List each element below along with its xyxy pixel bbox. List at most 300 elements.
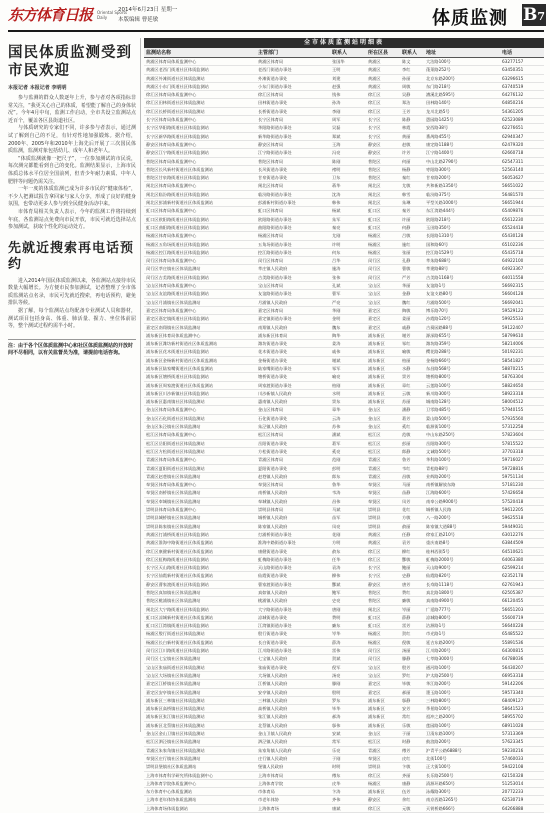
table-cell: 65102236 bbox=[500, 240, 544, 248]
table-row bbox=[144, 107, 544, 115]
table-cell: 祖冲之路200号 bbox=[424, 713, 500, 721]
table-cell: 薛静 bbox=[400, 613, 424, 621]
table-cell: 袁涛 bbox=[330, 564, 366, 572]
table-cell: 马斌 bbox=[330, 506, 366, 514]
table-row bbox=[144, 58, 544, 66]
table-cell: 喻亮 bbox=[330, 373, 366, 381]
table-cell: 宝山区 bbox=[366, 663, 400, 671]
table-cell: 宝山区 bbox=[366, 282, 400, 290]
table-cell: 卫东 bbox=[330, 174, 366, 182]
table-cell: 长宁区体育局体质监测中心 bbox=[144, 116, 256, 124]
table-cell: 韩雪 bbox=[400, 190, 424, 198]
table-header-row bbox=[144, 48, 544, 58]
table-row bbox=[144, 389, 544, 397]
logo-subtitle: Oriental Sports Daily bbox=[97, 9, 128, 20]
table-cell: 59529122 bbox=[500, 306, 544, 314]
table-cell: 岳阳路300号 bbox=[424, 439, 500, 447]
article-paragraph: 据了解，每个监测站点均配备专业测试人员和器材，测试项目包括身高、体重、肺活量、握力、坐位体前屈等，整个测试过程约需半小时。 bbox=[8, 308, 136, 330]
table-cell: 卫清东路100号 bbox=[424, 730, 500, 738]
table-cell: 傅东 bbox=[330, 771, 366, 779]
table-cell: 倪敏 bbox=[400, 638, 424, 646]
table-cell: 奚红 bbox=[400, 423, 424, 431]
table-cell: 章红 bbox=[400, 381, 424, 389]
table-cell: 63740519 bbox=[500, 82, 544, 90]
table-cell: 59449031 bbox=[500, 522, 544, 530]
table-cell: 卫零路485号 bbox=[424, 406, 500, 414]
table-row bbox=[144, 190, 544, 198]
station-table-area bbox=[144, 38, 544, 811]
table-cell: 62660718 bbox=[500, 149, 544, 157]
table-cell: 浦东新区体育局 bbox=[256, 331, 330, 339]
table-row bbox=[144, 356, 544, 364]
table-cell: 杨浦区体育局体质监测中心 bbox=[144, 232, 256, 240]
table-cell: 南桥镇解放东路 bbox=[424, 481, 500, 489]
table-cell: 静安区体育局体质监测中心 bbox=[144, 140, 256, 148]
table-cell: 范敏 bbox=[400, 431, 424, 439]
table-cell: 黄浦区 bbox=[366, 74, 400, 82]
column-header: 电话 bbox=[500, 48, 544, 58]
table-cell: 金静 bbox=[400, 290, 424, 298]
table-cell: 赵巷镇人民政府 bbox=[256, 472, 330, 480]
table-cell: 凤芳 bbox=[400, 497, 424, 505]
table-cell: 58799610 bbox=[500, 331, 544, 339]
table-cell: 毕华 bbox=[330, 705, 366, 713]
table-cell: 窦芳 bbox=[400, 373, 424, 381]
table-cell: 友谊支路80号 bbox=[424, 290, 500, 298]
table-row bbox=[144, 99, 544, 107]
table-cell: 56640228 bbox=[500, 622, 544, 630]
table-cell: 南京西路1265号 bbox=[424, 796, 500, 804]
table-cell: 56430207 bbox=[500, 663, 544, 671]
table-cell: 天山路900号 bbox=[424, 564, 500, 572]
table-cell: 花红 bbox=[400, 506, 424, 514]
table-cell: 何静 bbox=[400, 223, 424, 231]
table-cell: 62523089 bbox=[500, 116, 544, 124]
table-cell: 闵行区 bbox=[366, 655, 400, 663]
table-row bbox=[144, 282, 544, 290]
table-cell: 周家渡街道办事处 bbox=[256, 381, 330, 389]
table-cell: 松江区体育局 bbox=[256, 431, 330, 439]
table-cell: 57181230 bbox=[500, 481, 544, 489]
table-cell: 窦东 bbox=[330, 398, 366, 406]
table-cell: 天山路街道办事处 bbox=[256, 564, 330, 572]
table-cell: 63450351 bbox=[500, 66, 544, 74]
table-cell: 62150328 bbox=[500, 771, 544, 779]
table-cell: 63296615 bbox=[500, 74, 544, 82]
table-cell: 金山区体育局体质监测中心 bbox=[144, 406, 256, 414]
table-row bbox=[144, 340, 544, 348]
table-cell: 任静 bbox=[400, 530, 424, 538]
table-cell: 孔静 bbox=[400, 257, 424, 265]
table-cell: 冯亮 bbox=[330, 149, 366, 157]
table-cell: 浦东新区三林镇社区体质监测站 bbox=[144, 696, 256, 704]
table-row bbox=[144, 447, 544, 455]
table-cell: 静安区体育局 bbox=[256, 140, 330, 148]
table-cell: 周军 bbox=[330, 116, 366, 124]
table-cell: 62352178 bbox=[500, 572, 544, 580]
table-cell: 58870215 bbox=[500, 364, 544, 372]
table-row bbox=[144, 771, 544, 779]
table-cell: 汤丽 bbox=[400, 647, 424, 655]
table-cell: 俞东 bbox=[330, 547, 366, 555]
table-cell: 68409127 bbox=[500, 696, 544, 704]
table-cell: 葛军 bbox=[330, 439, 366, 447]
table-cell: 杨浦区控江路街道社区体质监测站 bbox=[144, 248, 256, 256]
table-cell: 魏红 bbox=[400, 298, 424, 306]
table-cell: 普陀区体育局体质监测中心 bbox=[144, 157, 256, 165]
table-cell: 长阳路1310号 bbox=[424, 232, 500, 240]
table-cell: 秦红 bbox=[400, 174, 424, 182]
table-row bbox=[144, 182, 544, 190]
table-cell: 浦东新区 bbox=[366, 696, 400, 704]
table-cell: 上海体育学院 bbox=[256, 779, 330, 787]
table-row bbox=[144, 713, 544, 721]
table-cell: 杨静 bbox=[400, 165, 424, 173]
table-cell: 严芳 bbox=[400, 273, 424, 281]
table-cell: 墨玉路100号 bbox=[424, 688, 500, 696]
table-row bbox=[144, 804, 544, 812]
table-cell: 64788036 bbox=[500, 655, 544, 663]
table-cell: 58541827 bbox=[500, 356, 544, 364]
table-row bbox=[144, 754, 544, 762]
table-cell: 庄行镇人民政府 bbox=[256, 754, 330, 762]
table-cell: 长寿路1118号 bbox=[424, 580, 500, 588]
table-cell: 何东 bbox=[330, 248, 366, 256]
table-cell: 陈静 bbox=[400, 116, 424, 124]
table-row bbox=[144, 671, 544, 679]
table-cell: 蓬莱路252号 bbox=[424, 66, 500, 74]
table-cell: 凤亮 bbox=[330, 522, 366, 530]
table-cell: 57460033 bbox=[500, 754, 544, 762]
table-cell: 苗军 bbox=[330, 514, 366, 522]
table-cell: 崇明县 bbox=[366, 522, 400, 530]
table-cell: 金山区石化街道社区体质监测站 bbox=[144, 414, 256, 422]
table-row bbox=[144, 157, 544, 165]
table-cell: 浦东新区金杨新村街道社区体质监测站 bbox=[144, 356, 256, 364]
table-cell: 50192231 bbox=[500, 348, 544, 356]
table-cell: 宝山区月浦镇社区体质监测站 bbox=[144, 298, 256, 306]
table-cell: 雷芳 bbox=[400, 622, 424, 630]
table-cell: 金山区金山卫镇社区体质监测站 bbox=[144, 730, 256, 738]
table-cell: 七莘路3000号 bbox=[424, 655, 500, 663]
table-cell: 浦东新区高桥镇社区体质监测站 bbox=[144, 705, 256, 713]
table-row bbox=[144, 149, 544, 157]
table-cell: 虹梅路街道办事处 bbox=[256, 555, 330, 563]
table-cell: 吴磊 bbox=[330, 124, 366, 132]
table-cell: 赵敏 bbox=[400, 140, 424, 148]
table-row bbox=[144, 746, 544, 754]
table-cell: 闵行区体育局 bbox=[256, 257, 330, 265]
table-row bbox=[144, 763, 544, 771]
table-cell: 潘斌 bbox=[330, 431, 366, 439]
table-cell: 康斌 bbox=[330, 804, 366, 812]
table-row bbox=[144, 124, 544, 132]
table-cell: 真如镇人民政府 bbox=[256, 589, 330, 597]
table-cell: 王海 bbox=[330, 140, 366, 148]
table-cell: 55891536 bbox=[500, 638, 544, 646]
table-row bbox=[144, 174, 544, 182]
table-cell: 邬静 bbox=[400, 696, 424, 704]
masthead bbox=[0, 0, 550, 32]
table-cell: 闵行区江川路街道社区体质监测站 bbox=[144, 647, 256, 655]
table-cell: 曹军 bbox=[330, 290, 366, 298]
table-row bbox=[144, 489, 544, 497]
table-cell: 57935560 bbox=[500, 414, 544, 422]
table-cell: 杨浦区 bbox=[366, 638, 400, 646]
table-row bbox=[144, 605, 544, 613]
table-cell: 控江路1529号 bbox=[424, 248, 500, 256]
table-cell: 谢芳 bbox=[400, 331, 424, 339]
table-cell: 姜涛 bbox=[330, 340, 366, 348]
article-byline: 本报记者 本报记者 李明明 bbox=[8, 85, 67, 91]
table-cell: 重庆南路8号 bbox=[424, 539, 500, 547]
table-cell: 华科路100号 bbox=[424, 456, 500, 464]
table-cell: 62761943 bbox=[500, 580, 544, 588]
table-cell: 仙霞街道办事处 bbox=[256, 572, 330, 580]
table-cell: 浦东新区 bbox=[366, 340, 400, 348]
table-cell: 陈家镇人民政府 bbox=[256, 522, 330, 530]
table-cell: 闵行区 bbox=[366, 273, 400, 281]
table-cell: 吕华 bbox=[330, 257, 366, 265]
table-cell: 64063380 bbox=[500, 555, 544, 563]
table-cell: 64011558 bbox=[500, 273, 544, 281]
table-cell: 张丽 bbox=[400, 248, 424, 256]
table-cell: 普陀区 bbox=[366, 597, 400, 605]
table-row bbox=[144, 464, 544, 472]
table-cell: 崇明县 bbox=[366, 514, 400, 522]
table-cell: 黄浦区 bbox=[366, 530, 400, 538]
table-row bbox=[144, 398, 544, 406]
table-row bbox=[144, 207, 544, 215]
table-cell: 玉田路350号 bbox=[424, 223, 500, 231]
table-cell: 何丽 bbox=[400, 157, 424, 165]
table-cell: 淮海中路街道办事处 bbox=[256, 539, 330, 547]
table-cell: 郎东 bbox=[330, 472, 366, 480]
table-cell: 临汾路375号 bbox=[424, 190, 500, 198]
table-cell: 虹口区 bbox=[366, 613, 400, 621]
table-cell: 曹家渡街道办事处 bbox=[256, 580, 330, 588]
table-cell: 57313369 bbox=[500, 730, 544, 738]
table-cell: 韦涛 bbox=[330, 489, 366, 497]
table-cell: 黄浦区外滩街道社区体质监测站 bbox=[144, 74, 256, 82]
table-row bbox=[144, 647, 544, 655]
table-cell: 康定路1188号 bbox=[424, 140, 500, 148]
table-cell: 水明 bbox=[330, 389, 366, 397]
table-cell: 闵行区七宝镇社区体质监测站 bbox=[144, 655, 256, 663]
table-cell: 国和路60号 bbox=[424, 240, 500, 248]
table-cell: 虹口区 bbox=[366, 223, 400, 231]
column-header: 主管部门 bbox=[256, 48, 330, 58]
table-cell: 普陀区长风新村街道社区体质监测站 bbox=[144, 165, 256, 173]
table-cell: 杨浦区 bbox=[366, 779, 400, 787]
table-cell: 喻敏 bbox=[400, 348, 424, 356]
table-cell: 天钥桥路666号 bbox=[424, 804, 500, 812]
table-row bbox=[144, 439, 544, 447]
table-cell: 虹口区 bbox=[366, 207, 400, 215]
table-cell: 桃浦镇人民政府 bbox=[256, 597, 330, 605]
table-cell: 韩伟 bbox=[330, 199, 366, 207]
table-cell: 静安区 bbox=[366, 149, 400, 157]
table-cell: 静安区 bbox=[366, 796, 400, 804]
table-cell: 闸北区临汾路街道社区体质监测站 bbox=[144, 190, 256, 198]
table-cell: 张国华 bbox=[330, 58, 366, 66]
table-cell: 青浦区 bbox=[366, 456, 400, 464]
table-cell: 龙川北路5号 bbox=[424, 107, 500, 115]
table-cell: 夏阳街道办事处 bbox=[256, 464, 330, 472]
table-cell: 方明 bbox=[330, 539, 366, 547]
table-cell: 宝山区友谊路街道社区体质监测站 bbox=[144, 290, 256, 298]
table-cell: 奉贤区体育局 bbox=[256, 481, 330, 489]
table-row bbox=[144, 373, 544, 381]
table-cell: 五角场街道办事处 bbox=[256, 240, 330, 248]
table-cell: 皮红 bbox=[400, 754, 424, 762]
table-cell: 郑斌 bbox=[330, 132, 366, 140]
table-cell: 浦东新区塘桥街道社区体质监测站 bbox=[144, 373, 256, 381]
table-cell: 江桥镇人民政府 bbox=[256, 680, 330, 688]
table-cell: 罗东 bbox=[330, 696, 366, 704]
table-cell: 浦东新区花木街道社区体质监测站 bbox=[144, 348, 256, 356]
table-cell: 杨浦区殷行街道社区体质监测站 bbox=[144, 630, 256, 638]
section-title: 体质监测 bbox=[432, 8, 508, 29]
table-cell: 静安区 bbox=[366, 580, 400, 588]
table-cell: 打浦桥街道办事处 bbox=[256, 530, 330, 538]
table-cell: 56481570 bbox=[500, 190, 544, 198]
table-cell: 安亭镇人民政府 bbox=[256, 688, 330, 696]
table-cell: 塘桥街道办事处 bbox=[256, 373, 330, 381]
table-cell: 奉贤区 bbox=[366, 489, 400, 497]
table-cell: 崇明县体育局体质监测中心 bbox=[144, 506, 256, 514]
table-cell: 浦东新区张江镇社区体质监测站 bbox=[144, 713, 256, 721]
table-cell: 广延路777号 bbox=[424, 605, 500, 613]
table-cell: 66120455 bbox=[500, 597, 544, 605]
table-cell: 七宝镇人民政府 bbox=[256, 655, 330, 663]
table-cell: 真南路4900号 bbox=[424, 597, 500, 605]
table-cell: 昌敏 bbox=[400, 472, 424, 480]
table-cell: 酆敏 bbox=[400, 555, 424, 563]
table-cell: 松江区泗泾镇社区体质监测站 bbox=[144, 738, 256, 746]
table-cell: 时静 bbox=[400, 738, 424, 746]
table-row bbox=[144, 655, 544, 663]
table-cell: 控江路街道办事处 bbox=[256, 248, 330, 256]
table-row bbox=[144, 165, 544, 173]
table-cell: 甘泉路200号 bbox=[424, 174, 500, 182]
table-cell: 长桥街道办事处 bbox=[256, 107, 330, 115]
table-cell: 青浦区朱家角镇社区体质监测站 bbox=[144, 746, 256, 754]
table-cell: 徐汇区 bbox=[366, 91, 400, 99]
table-row bbox=[144, 638, 544, 646]
table-row bbox=[144, 555, 544, 563]
table-cell: 杨浦区长白新村街道社区体质监测站 bbox=[144, 638, 256, 646]
table-cell: 凉城路800号 bbox=[424, 613, 500, 621]
table-cell: 浦东新区体育局体质监测中心 bbox=[144, 331, 256, 339]
table-cell: 青浦区 bbox=[366, 472, 400, 480]
table-cell: 黄浦区体育局体质监测中心 bbox=[144, 58, 256, 66]
table-cell: 岑丽 bbox=[400, 605, 424, 613]
table-cell: 虹口区 bbox=[366, 215, 400, 223]
table-cell: 东江湾路444号 bbox=[424, 207, 500, 215]
table-cell: 浦东新区 bbox=[366, 398, 400, 406]
table-cell: 苏丽 bbox=[400, 398, 424, 406]
table-cell: 普陀区体育局 bbox=[256, 157, 330, 165]
table-cell: 51253014 bbox=[500, 779, 544, 787]
table-cell: 安斌 bbox=[330, 730, 366, 738]
table-cell: 62530719 bbox=[500, 796, 544, 804]
table-cell: 江宁路1400号 bbox=[424, 149, 500, 157]
article-column bbox=[8, 38, 136, 732]
table-cell: 66953318 bbox=[500, 671, 544, 679]
table-row bbox=[144, 730, 544, 738]
table-cell: 65435718 bbox=[500, 248, 544, 256]
table-cell: 徐汇区康健新村街道社区体质监测站 bbox=[144, 547, 256, 555]
table-cell: 罗红 bbox=[400, 671, 424, 679]
column-header: 联系人 bbox=[400, 48, 424, 58]
table-cell: 孙丽 bbox=[400, 74, 424, 82]
table-cell: 闸北区体育局体质监测中心 bbox=[144, 182, 256, 190]
table-row bbox=[144, 306, 544, 314]
table-row bbox=[144, 116, 544, 124]
article-paragraph: “体质监测就像一把尺子”，一位参加测试的市民说，每次测完都能看到自己的变化。监测结果显示，上海市民体质总体水平位居全国前列，但青少年耐力素质、中年人肥胖等问题仍需关注。 bbox=[8, 155, 136, 185]
table-cell: 松江区 bbox=[366, 439, 400, 447]
table-cell: 长宁区 bbox=[366, 572, 400, 580]
table-cell: 城桥镇人民政府 bbox=[256, 514, 330, 522]
table-cell: 杨浦区 bbox=[366, 240, 400, 248]
table-cell: 川沙新镇人民政府 bbox=[256, 389, 330, 397]
table-cell: 闵行区 bbox=[366, 257, 400, 265]
table-cell: 乐敏 bbox=[400, 721, 424, 729]
table-cell: 施红 bbox=[400, 240, 424, 248]
table-cell: 岳阳街道办事处 bbox=[256, 439, 330, 447]
table-cell: 华江路200号 bbox=[424, 680, 500, 688]
table-cell: 周敏 bbox=[400, 82, 424, 90]
table-cell: 59422108 bbox=[500, 763, 544, 771]
table-cell: 于刚 bbox=[330, 754, 366, 762]
table-cell: 闸北区 bbox=[366, 182, 400, 190]
table-cell: 马丽 bbox=[400, 481, 424, 489]
table-cell: 谢斌 bbox=[330, 356, 366, 364]
table-row bbox=[144, 456, 544, 464]
table-cell: 云敏 bbox=[400, 389, 424, 397]
table-cell: 崇明县 bbox=[366, 506, 400, 514]
table-cell: 黄浦区淮海中路街道社区体质监测站 bbox=[144, 539, 256, 547]
table-cell: 张庙街道办事处 bbox=[256, 663, 330, 671]
table-cell: 皮华 bbox=[330, 779, 366, 787]
table-row bbox=[144, 381, 544, 389]
table-row bbox=[144, 348, 544, 356]
table-cell: 58641523 bbox=[500, 705, 544, 713]
table-cell: 市老年体协 bbox=[256, 796, 330, 804]
table-cell: 邹军 bbox=[330, 364, 366, 372]
table-cell: 鲁芳 bbox=[400, 456, 424, 464]
table-cell: 松江区 bbox=[366, 738, 400, 746]
table-cell: 普陀区 bbox=[366, 174, 400, 182]
table-cell: 季景路100号 bbox=[424, 705, 500, 713]
table-cell: 嘉定区 bbox=[366, 688, 400, 696]
table-cell: 浦东新区 bbox=[366, 381, 400, 389]
table-cell: 林霞 bbox=[400, 124, 424, 132]
table-cell: 曲阳路街道办事处 bbox=[256, 223, 330, 231]
table-cell: 59122407 bbox=[500, 323, 544, 331]
table-cell: 北京东路200号 bbox=[424, 74, 500, 82]
table-cell: 欧阳路街道办事处 bbox=[256, 215, 330, 223]
table-cell: 长宁区新华路街道社区体质监测站 bbox=[144, 132, 256, 140]
table-cell: 愚园路1425号 bbox=[424, 116, 500, 124]
table-cell: 闸北区 bbox=[366, 190, 400, 198]
table-cell: 中山北路2790号 bbox=[424, 157, 500, 165]
page-number: 7 bbox=[537, 10, 546, 23]
table-cell: 嘉定区 bbox=[366, 323, 400, 331]
table-cell: 戚伟 bbox=[330, 348, 366, 356]
table-cell: 酆斌 bbox=[330, 580, 366, 588]
